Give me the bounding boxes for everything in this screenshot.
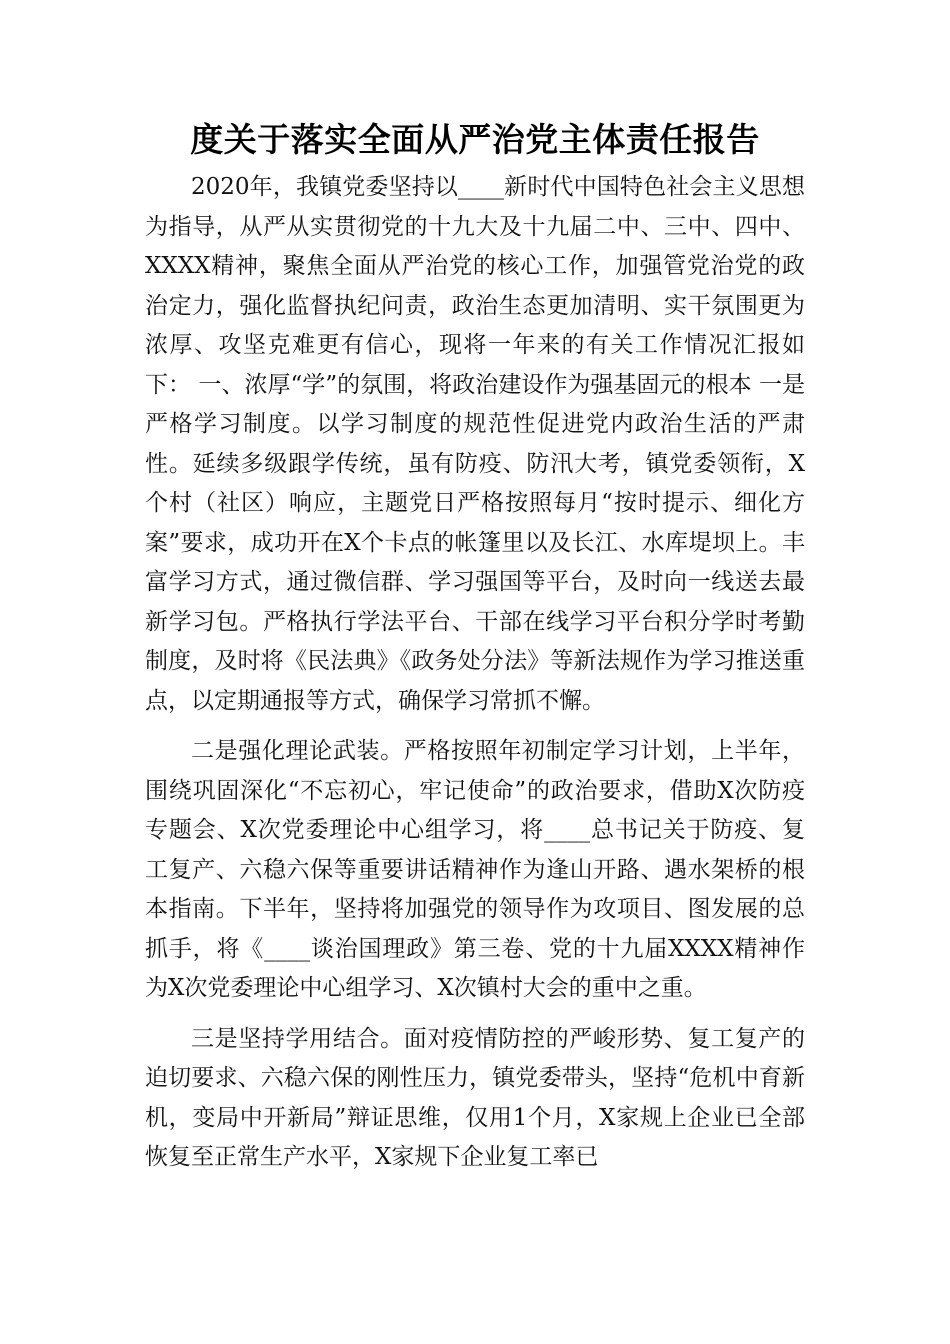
document-body (145, 168, 805, 1189)
document-title: 度关于落实全面从严治党主体责任报告 (190, 120, 760, 159)
paragraph-1: 2020年，我镇党委坚持以____新时代中国特色社会主义思想为指导，从严从实贯彻党的十九大及十九届二中、三中、四中、XXXX精神，聚焦全面从严治党的核心工作，加强管党治党的政治定力，强化监督执纪问责，政治生态更加清明、实干氛围更为浓厚、攻坚克难更有信心，现将一年来的有关工作情况汇报如下： 一、浓厚“学”的氛围，将政治建设作为强基固元的根本 一是严格学习制度。以学习制度的规范性促进党内政治生活的严肃性。延续多级跟学传统，虽有防疫、防汛大考，镇党委领衔，X个村（社区）响应，主题党日严格按照每月“按时提示、细化方案”要求，成功开在X个卡点的帐篷里以及长江、水库堤坝上。丰富学习方式，通过微信群、学习强国等平台，及时向一线送去最新学习包。严格执行学法平台、干部在线学习平台积分学时考勤制度，及时将《民法典》《政务处分法》等新法规作为学习推送重点，以定期通报等方式，确保学习常抓不懈。 (145, 174, 805, 714)
paragraph-3: 三是坚持学用结合。面对疫情防控的严峻形势、复工复产的迫切要求、六稳六保的刚性压力，镇党委带头，坚持“危机中育新机，变局中开新局”辩证思维，仅用1个月，X家规上企业已全部恢复至正常生产水平，X家规下企业复工率已 (145, 1025, 805, 1170)
paragraph-2: 二是强化理论武装。严格按照年初制定学习计划，上半年，围绕巩固深化“不忘初心，牢记使命”的政治要求，借助X次防疫专题会、X次党委理论中心组学习，将____总书记关于防疫、复工复产、六稳六保等重要讲话精神作为逢山开路、遇水架桥的根本指南。下半年，坚持将加强党的领导作为攻项目、图发展的总抓手，将《____谈治国理政》第三卷、党的十九届XXXX精神作为X次党委理论中心组学习、X次镇村大会的重中之重。 (145, 738, 805, 1001)
